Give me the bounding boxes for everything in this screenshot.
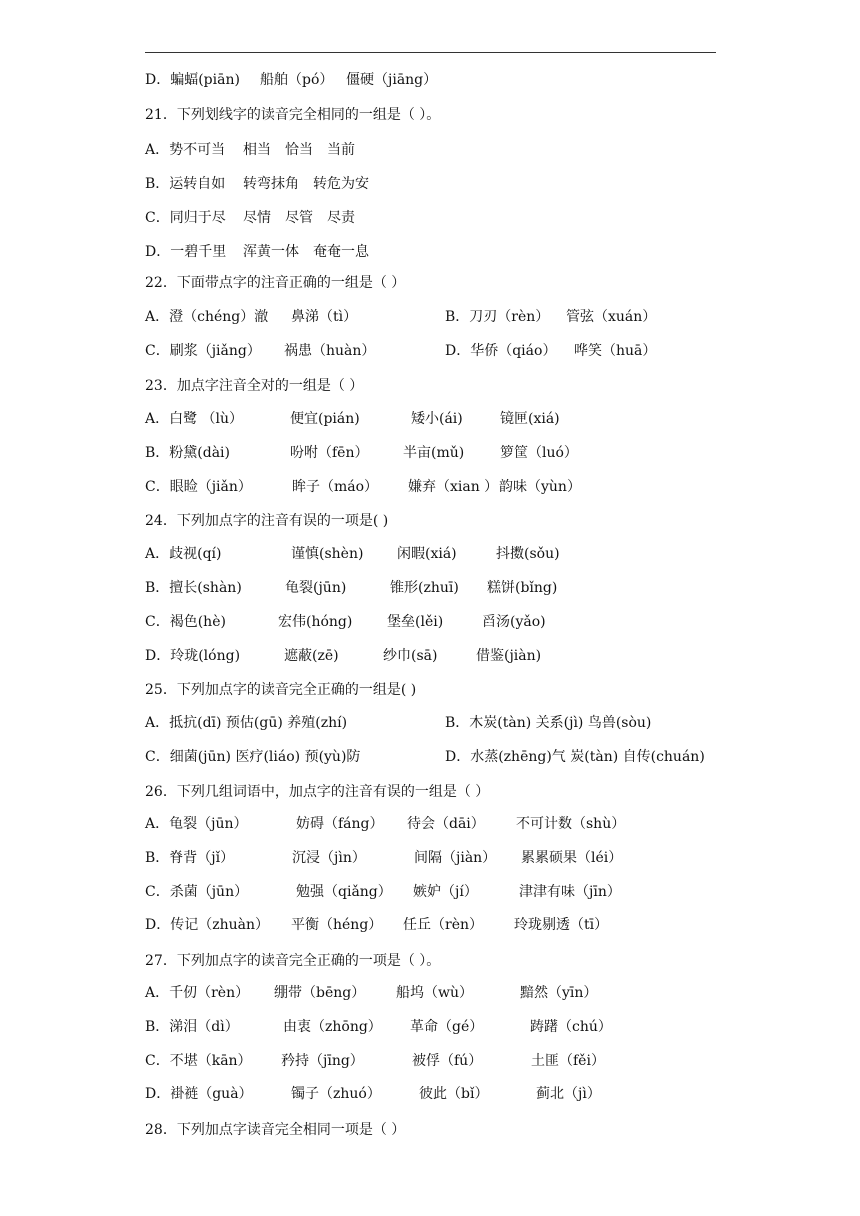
option-text: 箩筐（luó） — [500, 445, 578, 461]
question-title: 27．下列加点字的读音完全正确的一项是（ ）。 — [145, 953, 441, 969]
question-title: 24．下列加点字的注音有误的一项是( ) — [145, 513, 389, 529]
option-text: C．刷浆（jiǎng） — [145, 343, 261, 359]
option-text: D．褂裢（guà） — [145, 1086, 253, 1102]
option-text: 谨慎(shèn) — [291, 546, 364, 562]
option-text: 尽情 — [243, 210, 271, 226]
option-text: 抖擞(sǒu) — [496, 546, 560, 562]
option-text: 被俘（fú） — [412, 1053, 483, 1069]
option-text: 革命（gé） — [410, 1019, 484, 1035]
option-text: 管弦（xuán） — [566, 309, 657, 325]
option-text: 土匪（fěi） — [531, 1053, 605, 1069]
option-text: 借鉴(jiàn) — [476, 648, 542, 664]
option-text: D．蝙蝠(piān) — [145, 72, 240, 88]
option-text: A．抵抗(dī) 预估(gū) 养殖(zhí) — [145, 715, 348, 731]
option-text: 吩咐（fēn） — [290, 445, 369, 461]
question-title: 28．下列加点字读音完全相同一项是（ ） — [145, 1122, 406, 1138]
option-text: 矜持（jīng） — [281, 1053, 364, 1069]
question-title: 26．下列几组词语中，加点字的注音有误的一组是（ ） — [145, 784, 490, 800]
option-text: 鼻涕（tì） — [291, 309, 358, 325]
option-text: 堡垒(lěi) — [387, 614, 444, 630]
option-text: 蓟北（jì） — [536, 1086, 601, 1102]
header-rule — [145, 52, 716, 53]
option-text: C．不堪（kān） — [145, 1053, 252, 1069]
option-text: C．杀菌（jūn） — [145, 884, 249, 900]
option-text: 尽责 — [327, 210, 355, 226]
option-text: A．歧视(qí) — [145, 546, 222, 562]
option-text: 宏伟(hóng) — [278, 614, 353, 630]
question-title: 22．下面带点字的注音正确的一组是（ ） — [145, 275, 406, 291]
option-text: 纱巾(sā) — [383, 648, 438, 664]
option-text: 船舶（pó） — [260, 72, 334, 88]
option-text: 不可计数（shù） — [516, 816, 626, 832]
option-text: 遮蔽(zē) — [284, 648, 339, 664]
option-text: 绷带（bēng） — [274, 985, 366, 1001]
option-text: 祸患（huàn） — [284, 343, 376, 359]
question-title: 21．下列划线字的读音完全相同的一组是（ ）。 — [145, 107, 441, 123]
option-text: 转弯抹角 — [243, 176, 299, 192]
option-text: C．眼睑（jiǎn） — [145, 479, 252, 495]
option-text: 矮小(ái) — [411, 411, 463, 427]
option-text: 踌躇（chú） — [530, 1019, 612, 1035]
option-text: 船坞（wù） — [396, 985, 473, 1001]
option-text: 奄奄一息 — [313, 244, 369, 260]
option-text: B．运转自如 — [145, 176, 226, 192]
option-text: 勉强（qiǎng） — [296, 884, 392, 900]
option-text: 平衡（héng） — [291, 917, 383, 933]
option-text: C．细菌(jūn) 医疗(liáo) 预(yù)防 — [145, 749, 361, 765]
option-text: 相当 — [243, 142, 271, 158]
option-text: 镜匣(xiá) — [500, 411, 560, 427]
option-text: A．龟裂（jūn） — [145, 816, 248, 832]
option-text: 便宜(pián) — [290, 411, 360, 427]
option-text: B．擅长(shàn) — [145, 580, 242, 596]
option-text: 累累硕果（léi） — [521, 850, 623, 866]
option-text: B．脊背（jǐ） — [145, 850, 235, 866]
option-text: B．木炭(tàn) 关系(jì) 鸟兽(sòu) — [445, 715, 652, 731]
option-text: D．华侨（qiáo） — [445, 343, 557, 359]
option-text: A．澄（chéng）澈 — [145, 309, 269, 325]
option-text: A．千仞（rèn） — [145, 985, 250, 1001]
question-title: 23．加点字注音全对的一组是（ ） — [145, 378, 364, 394]
option-text: 舀汤(yǎo) — [482, 614, 546, 630]
option-text: 镯子（zhuó） — [291, 1086, 381, 1102]
option-text: 锥形(zhuī) — [390, 580, 459, 596]
option-text: 僵硬（jiāng） — [346, 72, 438, 88]
option-text: D．玲珑(lóng) — [145, 648, 241, 664]
option-text: 黯然（yīn） — [520, 985, 598, 1001]
option-text: 糕饼(bǐng) — [487, 580, 558, 596]
option-text: 闲暇(xiá) — [397, 546, 457, 562]
option-text: 沉浸（jìn） — [292, 850, 366, 866]
option-text: 由衷（zhōng） — [283, 1019, 382, 1035]
option-text: 韵味（yùn） — [499, 479, 581, 495]
option-text: C．同归于尽 — [145, 210, 226, 226]
option-text: 津津有味（jīn） — [519, 884, 621, 900]
question-title: 25．下列加点字的读音完全正确的一组是( ) — [145, 682, 417, 698]
option-text: B．粉黛(dài) — [145, 445, 230, 461]
option-text: 待会（dāi） — [407, 816, 485, 832]
option-text: 浑黄一体 — [243, 244, 299, 260]
option-text: 妨碍（fáng） — [296, 816, 384, 832]
option-text: 尽管 — [285, 210, 313, 226]
option-text: 间隔（jiàn） — [414, 850, 497, 866]
option-text: 嫌弃（xian ） — [408, 479, 499, 495]
option-text: B．涕泪（dì） — [145, 1019, 239, 1035]
option-text: C．褐色(hè) — [145, 614, 226, 630]
option-text: D．传记（zhuàn） — [145, 917, 269, 933]
option-text: 任丘（rèn） — [403, 917, 483, 933]
option-text: B．刀刃（rèn） — [445, 309, 550, 325]
option-text: 龟裂(jūn) — [285, 580, 347, 596]
option-text: 哗笑（huā） — [574, 343, 657, 359]
option-text: 当前 — [327, 142, 355, 158]
option-text: D．一碧千里 — [145, 244, 227, 260]
option-text: 彼此（bǐ） — [419, 1086, 489, 1102]
option-text: A．白鹭 （lù） — [145, 411, 244, 427]
option-text: 半亩(mǔ) — [403, 445, 465, 461]
option-text: 眸子（máo） — [292, 479, 379, 495]
option-text: 恰当 — [285, 142, 313, 158]
option-text: 转危为安 — [313, 176, 369, 192]
option-text: 玲珑剔透（tī） — [514, 917, 609, 933]
option-text: 嫉妒（jí） — [413, 884, 478, 900]
option-text: A．势不可当 — [145, 142, 226, 158]
option-text: D．水蒸(zhēng)气 炭(tàn) 自传(chuán) — [445, 749, 705, 765]
